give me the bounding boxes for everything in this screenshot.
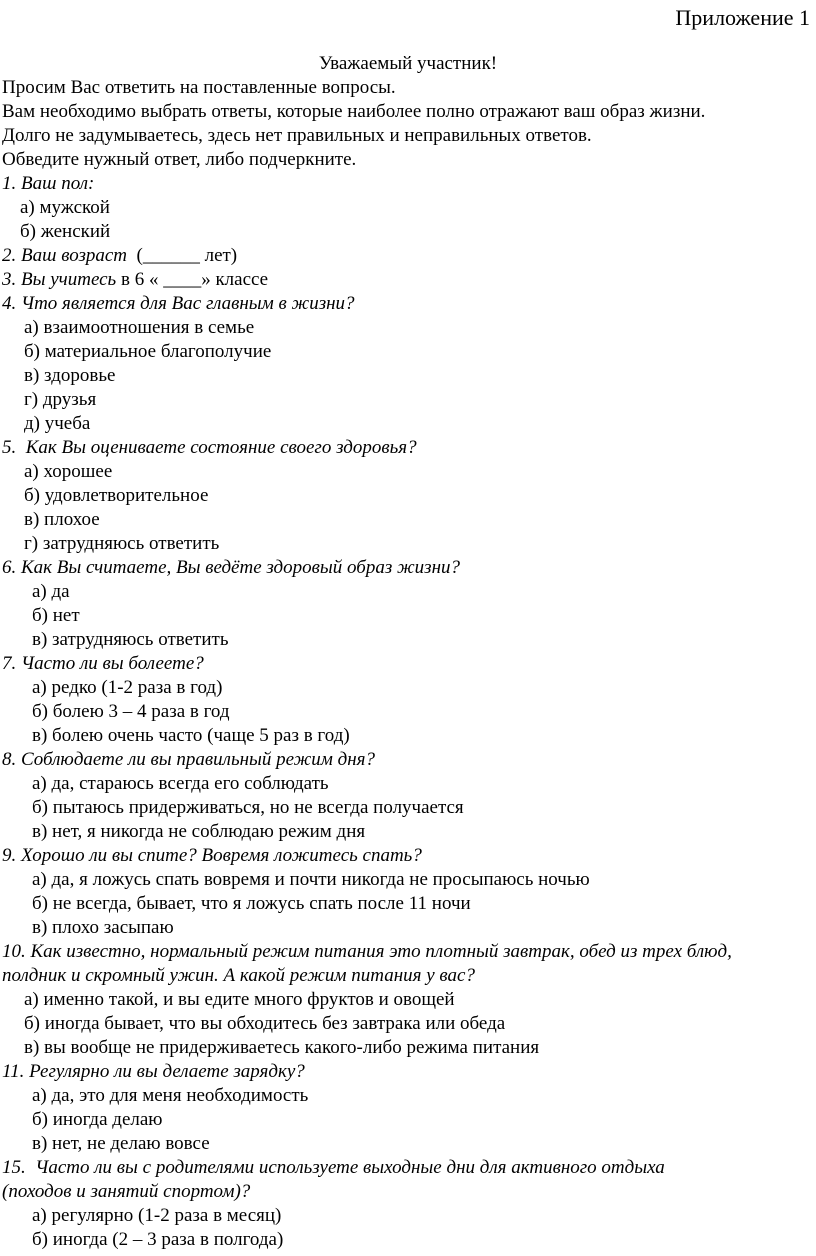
question-title: 4. Что является для Вас главным в жизни? — [2, 293, 355, 314]
greeting-title: Уважаемый участник! — [318, 53, 498, 74]
answer-option[interactable]: а) редко (1-2 раза в год) — [32, 677, 223, 698]
question-title: 1. Ваш пол: — [2, 173, 95, 194]
question-title: 6. Как Вы считаете, Вы ведёте здоровый образ жизни? — [2, 557, 461, 578]
answer-option[interactable]: в) здоровье — [24, 365, 116, 386]
age-blank[interactable]: (______ лет) — [127, 245, 238, 266]
question-title: полдник и скромный ужин. А какой режим питания у вас? — [2, 965, 475, 986]
answer-option[interactable]: в) нет, я никогда не соблюдаю режим дня — [32, 821, 366, 842]
answer-option[interactable]: а) да, стараюсь всегда его соблюдать — [32, 773, 329, 794]
answer-option[interactable]: б) не всегда, бывает, что я ложусь спать после 11 ночи — [32, 893, 471, 914]
question-title: 7. Часто ли вы болеете? — [2, 653, 204, 674]
question-title: 9. Хорошо ли вы спите? Вовремя ложитесь спать? — [2, 845, 422, 866]
answer-option[interactable]: г) друзья — [24, 389, 97, 410]
question-title: 2. Ваш возраст — [2, 245, 128, 266]
answer-option[interactable]: а) именно такой, и вы едите много фруктов и овощей — [24, 989, 455, 1010]
answer-option[interactable]: в) болею очень часто (чаще 5 раз в год) — [32, 725, 350, 746]
answer-option[interactable]: а) хорошее — [24, 461, 113, 482]
answer-option[interactable]: б) материальное благополучие — [24, 341, 272, 362]
question-row — [2, 268, 268, 292]
question-title: 10. Как известно, нормальный режим питания это плотный завтрак, обед из трех блюд, — [2, 941, 732, 962]
answer-option[interactable]: а) взаимоотношения в семье — [24, 317, 255, 338]
answer-option[interactable]: б) иногда бывает, что вы обходитесь без завтрака или обеда — [24, 1013, 506, 1034]
intro-line: Обведите нужный ответ, либо подчеркните. — [2, 149, 357, 170]
answer-option[interactable]: б) иногда делаю — [32, 1109, 163, 1130]
answer-option[interactable]: в) плохое — [24, 509, 100, 530]
answer-option[interactable]: б) пытаюсь придерживаться, но не всегда получается — [32, 797, 464, 818]
intro-line: Долго не задумываетесь, здесь нет правильных и неправильных ответов. — [2, 125, 592, 146]
answer-option[interactable]: а) да, я ложусь спать вовремя и почти никогда не просыпаюсь ночью — [32, 869, 590, 890]
intro-line: Вам необходимо выбрать ответы, которые наиболее полно отражают ваш образ жизни. — [2, 101, 706, 122]
grade-blank[interactable]: в 6 « ____» классе — [116, 269, 269, 290]
answer-option[interactable]: б) женский — [20, 221, 111, 242]
answer-option[interactable]: б) удовлетворительное — [24, 485, 209, 506]
answer-option[interactable]: б) нет — [32, 605, 80, 626]
answer-option[interactable]: в) плохо засыпаю — [32, 917, 174, 938]
answer-option[interactable]: в) нет, не делаю вовсе — [32, 1133, 210, 1154]
answer-option[interactable]: б) иногда (2 – 3 раза в полгода) — [32, 1229, 284, 1250]
answer-option[interactable]: а) регулярно (1-2 раза в месяц) — [32, 1205, 282, 1226]
question-title: 8. Соблюдаете ли вы правильный режим дня? — [2, 749, 376, 770]
question-row — [2, 244, 237, 268]
answer-option[interactable]: в) затрудняюсь ответить — [32, 629, 229, 650]
question-title: (походов и занятий спортом)? — [2, 1181, 251, 1202]
answer-option[interactable]: д) учеба — [24, 413, 91, 434]
answer-option[interactable]: г) затрудняюсь ответить — [24, 533, 220, 554]
answer-option[interactable]: в) вы вообще не придерживаетесь какого-либо режима питания — [24, 1037, 540, 1058]
question-title: 5. Как Вы оцениваете состояние своего здоровья? — [2, 437, 417, 458]
answer-option[interactable]: а) мужской — [20, 197, 110, 218]
question-title: 15. Часто ли вы с родителями используете выходные дни для активного отдыха — [2, 1157, 665, 1178]
answer-option[interactable]: а) да, это для меня необходимость — [32, 1085, 309, 1106]
question-title: 11. Регулярно ли вы делаете зарядку? — [2, 1061, 305, 1082]
intro-line: Просим Вас ответить на поставленные вопросы. — [2, 77, 396, 98]
answer-option[interactable]: а) да — [32, 581, 70, 602]
appendix-label: Приложение 1 — [675, 5, 810, 30]
question-title: 3. Вы учитесь — [2, 269, 117, 290]
answer-option[interactable]: б) болею 3 – 4 раза в год — [32, 701, 230, 722]
